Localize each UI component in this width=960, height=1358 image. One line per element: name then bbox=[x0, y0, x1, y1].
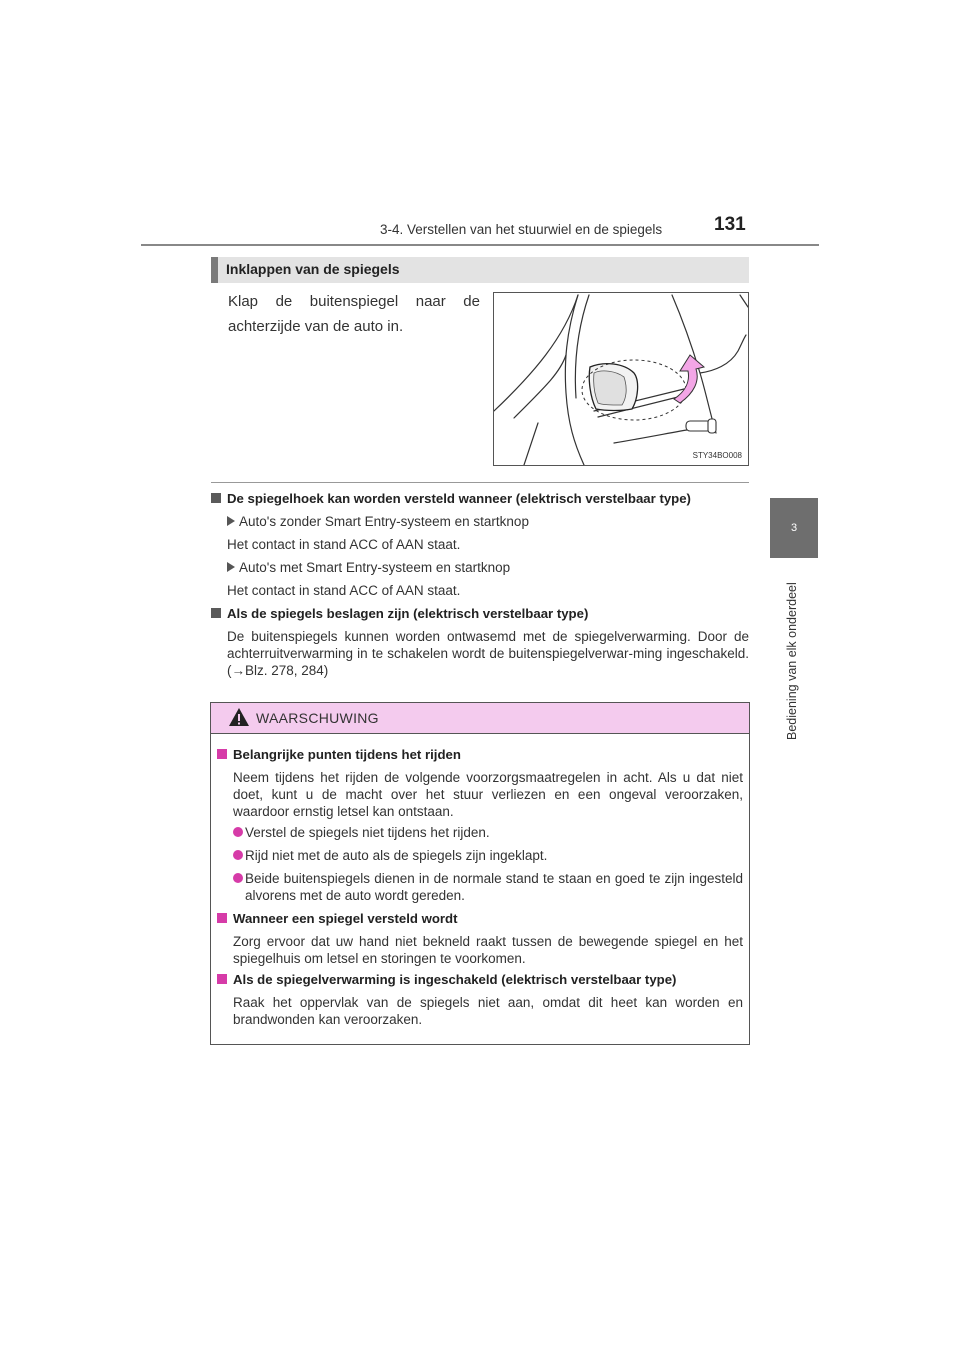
intro-text: Klap de buitenspiegel naar de achterzijde van de auto in. bbox=[228, 293, 480, 335]
square-bullet-icon bbox=[211, 493, 221, 503]
warning-body bbox=[217, 746, 743, 1032]
chapter-side-label bbox=[782, 560, 804, 740]
warning-bullet bbox=[217, 870, 743, 904]
chapter-side-label-text: Bediening van elk onderdeel bbox=[785, 582, 799, 740]
warning-heading-text: Als de spiegelverwarming is ingeschakeld (elektrisch verstelbaar type) bbox=[233, 972, 677, 987]
square-bullet-icon bbox=[217, 913, 227, 923]
figure-code: STY34BO008 bbox=[692, 451, 742, 460]
section-heading-text: Inklappen van de spiegels bbox=[226, 261, 400, 277]
warning-heading bbox=[217, 746, 743, 763]
warning-bullet bbox=[217, 824, 743, 841]
warning-bullet-text: Verstel de spiegels niet tijdens het rijden. bbox=[245, 825, 490, 840]
mirror-fold-illustration bbox=[493, 292, 749, 466]
notes-section bbox=[211, 490, 749, 685]
header-rule bbox=[141, 244, 819, 246]
warning-header bbox=[211, 703, 749, 734]
square-bullet-icon bbox=[217, 974, 227, 984]
warning-bullet bbox=[217, 847, 743, 864]
warning-heading bbox=[217, 971, 743, 988]
warning-heading-text: Belangrijke punten tijdens het rijden bbox=[233, 747, 461, 762]
section-divider bbox=[211, 482, 749, 483]
square-bullet-icon bbox=[211, 608, 221, 618]
note-body: De buitenspiegels kunnen worden ontwasemd met de spiegelverwarming. Door de achterruitverwarming in te schakelen wordt de buitenspiegelverwar-ming ingeschakeld. (→Blz. 278, 284) bbox=[227, 629, 749, 678]
warning-text: Neem tijdens het rijden de volgende voorzorgsmaatregelen in acht. Als u dat niet doet, kunt u de macht over het stuur verliezen en een ongeval veroorzaken, waardoor ernstig letsel kan ontstaan. bbox=[233, 770, 743, 819]
circle-bullet-icon bbox=[233, 873, 243, 883]
warning-title: WAARSCHUWING bbox=[256, 710, 379, 726]
note-heading bbox=[211, 490, 749, 507]
condition-item bbox=[211, 559, 749, 576]
chapter-tab: 3 bbox=[770, 498, 818, 558]
warning-box bbox=[210, 702, 750, 1045]
circle-bullet-icon bbox=[233, 827, 243, 837]
note-heading-text: De spiegelhoek kan worden versteld wanneer (elektrisch verstelbaar type) bbox=[227, 491, 691, 506]
circle-bullet-icon bbox=[233, 850, 243, 860]
condition-item bbox=[211, 513, 749, 530]
note-body: Het contact in stand ACC of AAN staat. bbox=[227, 537, 461, 552]
square-bullet-icon bbox=[217, 749, 227, 759]
warning-icon bbox=[228, 707, 250, 727]
chapter-title: 3-4. Verstellen van het stuurwiel en de spiegels bbox=[380, 222, 663, 237]
condition-text: Auto's zonder Smart Entry-systeem en startknop bbox=[239, 514, 529, 529]
warning-text: Zorg ervoor dat uw hand niet bekneld raakt tussen de bewegende spiegel en het spiegelhuis om letsel en storingen te voorkomen. bbox=[233, 934, 743, 966]
warning-bullet-text: Rijd niet met de auto als de spiegels zijn ingeklapt. bbox=[245, 848, 548, 863]
note-body: Het contact in stand ACC of AAN staat. bbox=[227, 583, 461, 598]
warning-heading bbox=[217, 910, 743, 927]
section-heading bbox=[211, 257, 749, 283]
triangle-bullet-icon bbox=[227, 562, 235, 572]
warning-heading-text: Wanneer een spiegel versteld wordt bbox=[233, 911, 458, 926]
note-heading bbox=[211, 605, 749, 622]
page-number: 131 bbox=[714, 214, 746, 235]
warning-bullet-text: Beide buitenspiegels dienen in de normale stand te staan en goed te zijn ingesteld alvorens met de auto wordt gereden. bbox=[245, 871, 743, 903]
note-heading-text: Als de spiegels beslagen zijn (elektrisch verstelbaar type) bbox=[227, 606, 589, 621]
warning-text: Raak het oppervlak van de spiegels niet aan, omdat dit heet kan worden en brandwonden kan veroorzaken. bbox=[233, 995, 743, 1027]
condition-text: Auto's met Smart Entry-systeem en startknop bbox=[239, 560, 511, 575]
triangle-bullet-icon bbox=[227, 516, 235, 526]
mirror-drawing bbox=[494, 293, 748, 465]
